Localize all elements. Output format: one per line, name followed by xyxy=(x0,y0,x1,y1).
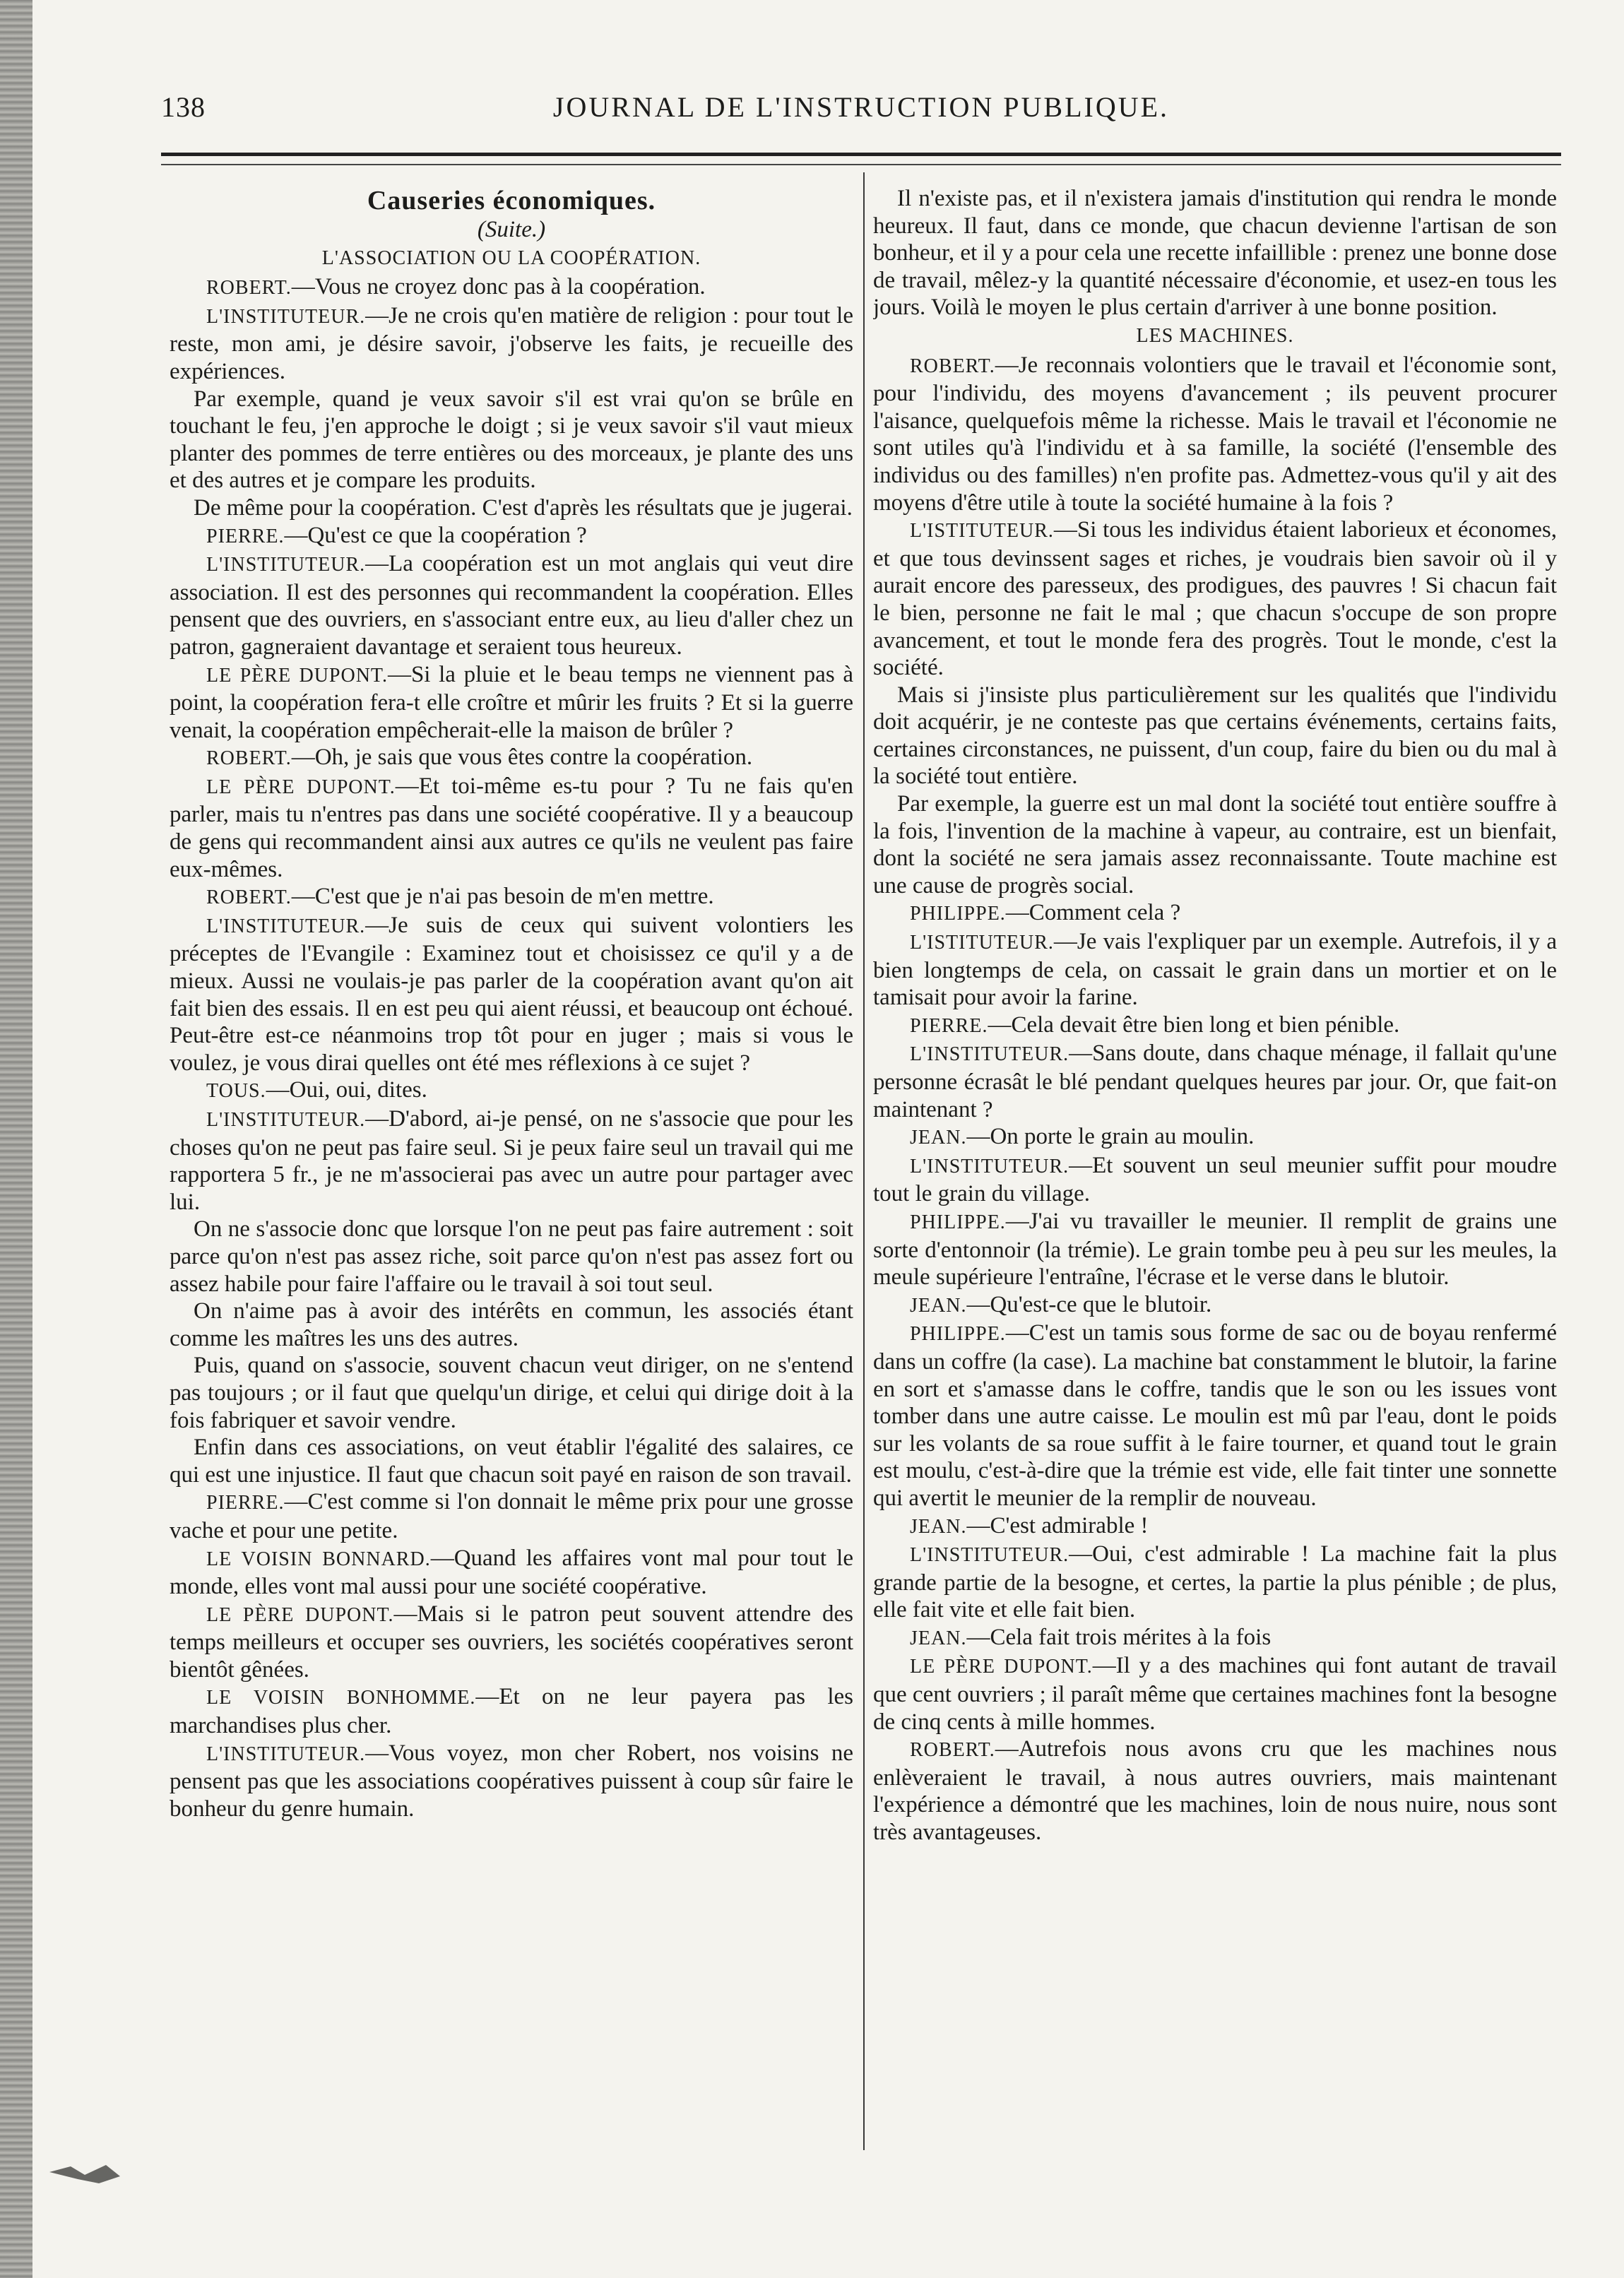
dialogue-paragraph xyxy=(873,682,1557,790)
dialogue-paragraph xyxy=(170,494,853,522)
dialogue-paragraph xyxy=(873,1512,1557,1541)
dialogue-paragraph xyxy=(170,773,853,883)
page-header xyxy=(161,90,1561,133)
binding-edge xyxy=(0,0,32,2278)
speaker-name: PIERRE. xyxy=(206,525,285,547)
speaker-name: PIERRE. xyxy=(910,1014,988,1037)
dialogue-paragraph xyxy=(873,899,1557,928)
dialogue-paragraph xyxy=(170,386,853,494)
speaker-name: L'ISTITUTEUR. xyxy=(910,932,1054,954)
speaker-name: PHILIPPE. xyxy=(910,1211,1006,1233)
dialogue-paragraph xyxy=(170,1076,853,1105)
paragraph-text: —Vous voyez, mon cher Robert, nos voisins ne pensent pas que les associations coopératives puissent à coup sûr faire le bonheur du genre humain. xyxy=(170,1740,853,1822)
paragraph-text: —Qu'est-ce que le blutoir. xyxy=(966,1291,1212,1317)
paragraph-text: —C'est admirable ! xyxy=(966,1512,1149,1538)
speaker-name: JEAN. xyxy=(910,1127,967,1149)
dialogue-paragraph xyxy=(170,1601,853,1684)
dialogue-paragraph xyxy=(170,1740,853,1823)
speaker-name: LE PÈRE DUPONT. xyxy=(206,664,388,687)
article-subtitle: (Suite.) xyxy=(477,217,546,242)
paragraph-text: —La coopération est un mot anglais qui veut dire association. Il est des personnes qui recommandent la coopération. Elles pensent que des ouvriers, en s'associant entre eux, au lieu d'aller chez un patron, gagneraient davantage et seraient tous heureux. xyxy=(170,551,853,660)
left-column xyxy=(170,185,853,2149)
paragraph-text: —C'est que je n'ai pas besoin de m'en mettre. xyxy=(291,884,714,910)
dialogue-paragraph xyxy=(873,1152,1557,1208)
dialogue-paragraph xyxy=(170,1545,853,1601)
dialogue-paragraph xyxy=(873,185,1557,321)
speaker-name: LE VOISIN BONNARD. xyxy=(206,1548,431,1570)
dialogue-paragraph xyxy=(170,1298,853,1352)
dialogue-paragraph xyxy=(170,1488,853,1544)
dialogue-paragraph xyxy=(873,1319,1557,1512)
speaker-name: L'INSTITUTEUR. xyxy=(206,915,366,937)
speaker-name: JEAN. xyxy=(910,1294,967,1317)
speaker-name: PHILIPPE. xyxy=(910,903,1006,925)
speaker-name: LE PÈRE DUPONT. xyxy=(206,1603,394,1626)
paragraph-text: —Cela fait trois mérites à la fois xyxy=(966,1624,1272,1650)
dialogue-paragraph xyxy=(873,1652,1557,1736)
right-intro-paragraphs xyxy=(873,185,1557,321)
speaker-name: L'INSTITUTEUR. xyxy=(206,305,366,328)
paragraph-text: —J'ai vu travailler le meunier. Il remplit de grains une sorte d'entonnoir (la trémie). Le grain tombe peu à peu sur les meules, la meule supérieure l'entraîne, l'écrase et le verse dans le blutoir. xyxy=(873,1208,1557,1291)
speaker-name: L'INSTITUTEUR. xyxy=(206,1743,366,1765)
paragraph-text: —Je ne crois qu'en matière de religion : pour tout le reste, mon ami, je désire savoir, j'observe les faits, je recueille des expériences. xyxy=(170,302,853,384)
paragraph-text: Puis, quand on s'associe, souvent chacun veut diriger, on ne s'entend pas toujours ; or il faut que quelqu'un dirige, et celui qui dirige doit à la fois fabriquer et savoir vendre. xyxy=(170,1353,853,1433)
dialogue-paragraph xyxy=(170,302,853,386)
dialogue-paragraph xyxy=(170,1683,853,1739)
paragraph-text: —Cela devait être bien long et bien pénible. xyxy=(988,1012,1400,1038)
paragraph-text: —C'est un tamis sous forme de sac ou de boyau renfermé dans un coffre (la case). La machine bat constamment le blutoir, la farine en sort et s'amasse dans le coffre, tandis que le son ou les issues vont tomber dans une autre caisse. Le moulin est mû par l'eau, dont le poids sur les volants de sa roue suffit à le faire tourner, et quand tout le grain est moulu, c'est-à-dire que la trémie est vide, elle fait tinter une sonnette qui avertit le meunier de la remplir de nouveau. xyxy=(873,1320,1557,1511)
speaker-name: ROBERT. xyxy=(910,355,995,377)
dialogue-paragraph xyxy=(873,1040,1557,1123)
paragraph-text: —C'est comme si l'on donnait le même prix pour une grosse vache et pour une petite. xyxy=(170,1489,853,1543)
paragraph-text: Par exemple, quand je veux savoir s'il est vrai qu'on se brûle en touchant le feu, j'en approche le doigt ; si je veux savoir s'il vaut mieux planter des pommes de terre entières ou des morceaux, je plante des uns et des autres et je compare les produits. xyxy=(170,386,853,494)
speaker-name: L'INSTITUTEUR. xyxy=(206,1109,366,1131)
dialogue-paragraph xyxy=(170,522,853,551)
paragraph-text: —D'abord, ai-je pensé, on ne s'associe que pour les choses qu'on ne peut pas faire seul. Si je peux faire seul un travail qui me rapportera 5 fr., je ne m'associerai pas avec un autre pour partager avec lui. xyxy=(170,1106,853,1215)
paragraph-text: —Et on ne leur payera pas les marchandises plus cher. xyxy=(170,1684,853,1739)
dialogue-paragraph xyxy=(873,1624,1557,1653)
paragraph-text: —Si la pluie et le beau temps ne viennent pas à point, la coopération fera-t elle croître et mûrir les fruits ? Et si la guerre venait, la coopération empêcherait-elle la maison de brûler ? xyxy=(170,661,853,743)
speaker-name: LE PÈRE DUPONT. xyxy=(206,776,396,798)
paragraph-text: —Oui, c'est admirable ! La machine fait la plus grande partie de la besogne, et certes, la partie la plus pénible ; de plus, elle fait vite et elle fait bien. xyxy=(873,1541,1557,1623)
header-rule xyxy=(161,153,1561,156)
left-paragraphs xyxy=(170,273,853,1822)
dialogue-paragraph xyxy=(170,912,853,1077)
speaker-name: JEAN. xyxy=(910,1627,967,1649)
dialogue-paragraph xyxy=(873,1123,1557,1152)
speaker-name: L'INSTITUTEUR. xyxy=(206,554,366,576)
paragraph-text: Enfin dans ces associations, on veut établir l'égalité des salaires, ce qui est une injustice. Il faut que chacun soit payé en raison de son travail. xyxy=(170,1435,853,1488)
paragraph-text: —Sans doute, dans chaque ménage, il fallait qu'une personne écrasât le blé pendant quelques heures par jour. Or, que fait-on maintenant ? xyxy=(873,1040,1557,1122)
paragraph-text: Mais si j'insiste plus particulièrement sur les qualités que l'individu doit acquérir, je ne conteste pas que certains événements, certains faits, certaines circonstances, ne puissent, d'un coup, faire du bien ou du mal à la société tout entière. xyxy=(873,682,1557,790)
paragraph-text: —Qu'est ce que la coopération ? xyxy=(284,522,587,548)
paragraph-text: —On porte le grain au moulin. xyxy=(966,1124,1255,1150)
right-paragraphs xyxy=(873,352,1557,1846)
dialogue-paragraph xyxy=(873,516,1557,682)
paragraph-text: —Je suis de ceux qui suivent volontiers les préceptes de l'Evangile : Examinez tout et choisissez ce qu'il y a de mieux. Aussi ne voulais-je pas parler de la coopération avant qu'on ait fait bien des essais. Il en est peu qui aient réussi, et beaucoup ont échoué. Peut-être est-ce néanmoins trop tôt pour en juger ; mais si vous le voulez, je vous dirai quelles ont été mes réflexions à ce sujet ? xyxy=(170,912,853,1076)
dialogue-paragraph xyxy=(873,1541,1557,1624)
speaker-name: PIERRE. xyxy=(206,1492,285,1514)
speaker-name: LE PÈRE DUPONT. xyxy=(910,1656,1093,1678)
dialogue-paragraph xyxy=(873,1012,1557,1040)
speaker-name: L'INSTITUTEUR. xyxy=(910,1155,1069,1177)
speaker-name: L'ISTITUTEUR. xyxy=(910,520,1054,542)
header-rule-thin xyxy=(161,164,1561,165)
speaker-name: L'INSTITUTEUR. xyxy=(910,1043,1069,1066)
running-title: JOURNAL DE L'INSTRUCTION PUBLIQUE. xyxy=(552,91,1170,123)
dialogue-paragraph xyxy=(170,1105,853,1216)
paragraph-text: —Oh, je sais que vous êtes contre la coopération. xyxy=(291,744,753,771)
paragraph-text: —Autrefois nous avons cru que les machines nous enlèveraient le travail, à nous autres ouvriers, mais maintenant l'expérience a démontré que les machines, loin de nous nuire, nous sont très avantageuses. xyxy=(873,1736,1557,1846)
speaker-name: ROBERT. xyxy=(910,1739,995,1762)
section-title: L'ASSOCIATION OU LA COOPÉRATION. xyxy=(321,247,701,269)
dialogue-paragraph xyxy=(170,273,853,302)
paragraph-text: —Il y a des machines qui font autant de travail que cent ouvriers ; il paraît même que certaines machines font la besogne de cinq cents à mille hommes. xyxy=(873,1653,1557,1735)
dialogue-paragraph xyxy=(170,744,853,773)
speaker-name: TOUS. xyxy=(206,1080,266,1103)
dialogue-paragraph xyxy=(170,1216,853,1298)
dialogue-paragraph xyxy=(170,550,853,660)
dialogue-paragraph xyxy=(170,1352,853,1434)
paragraph-text: —Et souvent un seul meunier suffit pour moudre tout le grain du village. xyxy=(873,1152,1557,1207)
speaker-name: PHILIPPE. xyxy=(910,1323,1006,1346)
dialogue-paragraph xyxy=(873,928,1557,1012)
paragraph-text: —Mais si le patron peut souvent attendre des temps meilleurs et occuper ses ouvriers, les sociétés coopératives seront bientôt gênées. xyxy=(170,1601,853,1683)
paragraph-text: —Comment cela ? xyxy=(1005,900,1181,926)
dialogue-paragraph xyxy=(170,661,853,744)
dialogue-paragraph xyxy=(170,883,853,912)
column-divider xyxy=(863,172,865,2150)
paragraph-text: —Oui, oui, dites. xyxy=(266,1077,427,1103)
speaker-name: L'INSTITUTEUR. xyxy=(910,1544,1069,1567)
speaker-name: JEAN. xyxy=(910,1515,967,1538)
speaker-name: ROBERT. xyxy=(206,747,292,770)
section-title: LES MACHINES. xyxy=(1136,324,1294,347)
paragraph-text: Il n'existe pas, et il n'existera jamais d'institution qui rendra le monde heureux. Il faut, dans ce monde, que chacun devienne l'artisan de son bonheur, et il y a pour cela une recette infaillible : prenez une bonne dose de travail, mêlez-y la quantité nécessaire d'économie, et usez-en tous les jours. Voilà le moyen le plus certain d'arriver à une bonne position. xyxy=(873,186,1557,321)
paragraph-text: —Je reconnais volontiers que le travail et l'économie sont, pour l'individu, des moyens d'avancement ; ils peuvent procurer l'aisance, quelquefois même la richesse. Mais le travail et l'économie ne sont utiles qu'à l'individu et à sa famille, la société (l'ensemble des individus ou des familles) n'en profite pas. Admettez-vous qu'il y ait des moyens d'être utile à toute la société humaine à la fois ? xyxy=(873,352,1557,516)
dialogue-paragraph xyxy=(873,1291,1557,1320)
paragraph-text: —Quand les affaires vont mal pour tout le monde, elles vont mal aussi pour une société coopérative. xyxy=(170,1545,853,1600)
paragraph-text: —Si tous les individus étaient laborieux et économes, et que tous devinssent sages et riches, je voudrais bien savoir où il y aurait encore des paresseux, des prodigues, des pauvres ! Si chacun fait le bien, personne ne fait le mal ; que chacun s'occupe de son propre avancement, et tout le monde fera des progrès. Tout le monde, c'est la société. xyxy=(873,517,1557,681)
paragraph-text: On ne s'associe donc que lorsque l'on ne peut pas faire autrement : soit parce qu'on n'est pas assez riche, soit parce qu'on n'est pas assez fort ou assez habile pour faire l'affaire ou le travail à soi tout seul. xyxy=(170,1216,853,1297)
dialogue-paragraph xyxy=(170,1434,853,1488)
dialogue-paragraph xyxy=(873,1736,1557,1846)
dialogue-paragraph xyxy=(873,352,1557,517)
paragraph-text: —Je vais l'expliquer par un exemple. Autrefois, il y a bien longtemps de cela, on cassait le grain dans un mortier et on le tamisait pour avoir la farine. xyxy=(873,929,1557,1011)
page-number: 138 xyxy=(161,91,206,123)
paragraph-text: —Vous ne croyez donc pas à la coopération. xyxy=(291,274,706,300)
paragraph-text: Par exemple, la guerre est un mal dont la société tout entière souffre à la fois, l'invention de la machine à vapeur, au contraire, est un bienfait, dont la société ne sera jamais assez reconnaissante. Toute machine est une cause de progrès social. xyxy=(873,791,1557,898)
speaker-name: ROBERT. xyxy=(206,886,292,909)
paragraph-text: On n'aime pas à avoir des intérêts en commun, les associés étant comme les maîtres les uns des autres. xyxy=(170,1298,853,1351)
speaker-name: ROBERT. xyxy=(206,277,292,299)
article-title: Causeries économiques. xyxy=(367,186,656,215)
right-column xyxy=(873,185,1557,2149)
paragraph-text: —Et toi-même es-tu pour ? Tu ne fais qu'en parler, mais tu n'entres pas dans une société coopérative. Il y a beaucoup de gens qui recommandent ainsi aux autres ce qu'ils ne veulent pas faire eux-mêmes. xyxy=(170,773,853,882)
speaker-name: LE VOISIN BONHOMME. xyxy=(206,1687,476,1709)
paragraph-text: De même pour la coopération. C'est d'après les résultats que je jugerai. xyxy=(194,494,853,521)
dialogue-paragraph xyxy=(873,1208,1557,1291)
dialogue-paragraph xyxy=(873,790,1557,899)
ink-blot-mark xyxy=(42,2151,141,2200)
